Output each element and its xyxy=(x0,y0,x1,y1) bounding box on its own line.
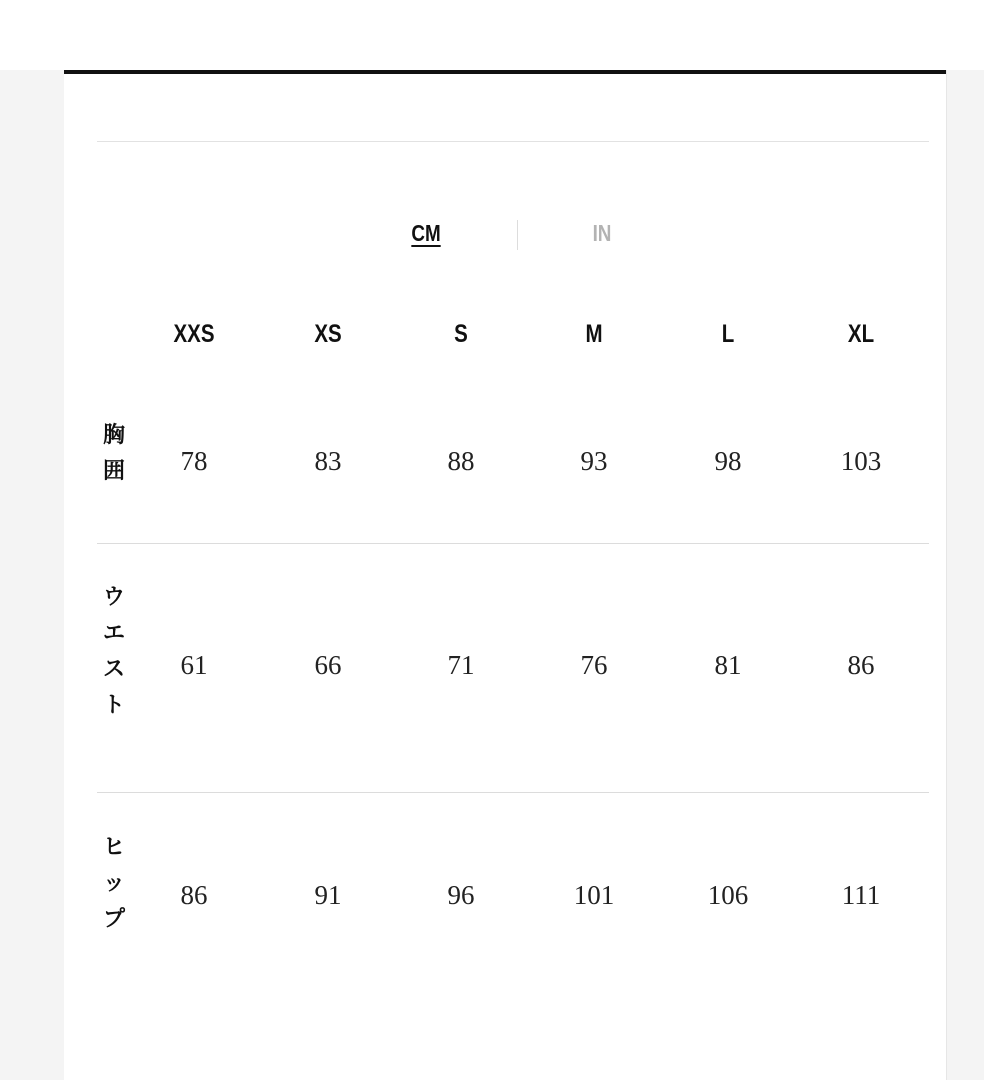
table-cell: 101 xyxy=(573,880,615,910)
row-label-char: ウ xyxy=(102,584,125,610)
row-label-char: プ xyxy=(102,906,125,932)
size-header-m: M xyxy=(585,320,603,348)
table-cell: 91 xyxy=(314,880,342,910)
table-cell: 93 xyxy=(580,446,608,476)
unit-cm-button[interactable]: CM xyxy=(411,220,441,246)
row-label-char: ヒ xyxy=(102,834,125,860)
size-header-xl: XL xyxy=(847,320,875,348)
size-chart-panel xyxy=(64,70,946,1080)
row-divider xyxy=(97,543,929,544)
row-label-hip xyxy=(97,836,131,930)
table-cell: 61 xyxy=(180,650,208,680)
right-gutter xyxy=(946,70,984,1080)
row-label-chest xyxy=(97,424,131,482)
left-gutter xyxy=(0,70,64,1080)
size-header-s: S xyxy=(454,320,468,348)
table-cell: 98 xyxy=(714,446,742,476)
table-cell: 76 xyxy=(580,650,608,680)
table-cell: 106 xyxy=(707,880,749,910)
row-divider xyxy=(97,792,929,793)
row-label-char: ト xyxy=(102,692,125,718)
table-cell: 88 xyxy=(447,446,475,476)
table-cell: 78 xyxy=(180,446,208,476)
row-label-char: 囲 xyxy=(102,458,125,484)
size-header-xxs: XXS xyxy=(173,320,215,348)
table-cell: 103 xyxy=(840,446,882,476)
table-cell: 71 xyxy=(447,650,475,680)
size-header-l: L xyxy=(721,320,735,348)
table-cell: 111 xyxy=(841,880,881,910)
unit-toggle xyxy=(64,216,946,256)
table-cell: 86 xyxy=(847,650,875,680)
unit-separator xyxy=(517,220,518,250)
row-label-char: ス xyxy=(102,656,125,682)
unit-in-button[interactable]: IN xyxy=(592,220,612,246)
table-cell: 96 xyxy=(447,880,475,910)
table-cell: 81 xyxy=(714,650,742,680)
row-label-char: エ xyxy=(102,620,125,646)
top-divider xyxy=(97,141,929,142)
table-cell: 83 xyxy=(314,446,342,476)
table-cell: 86 xyxy=(180,880,208,910)
table-cell: 66 xyxy=(314,650,342,680)
row-label-char: ッ xyxy=(102,870,125,896)
row-label-waist xyxy=(97,586,131,716)
row-label-char: 胸 xyxy=(102,422,125,448)
size-header-xs: XS xyxy=(314,320,342,348)
